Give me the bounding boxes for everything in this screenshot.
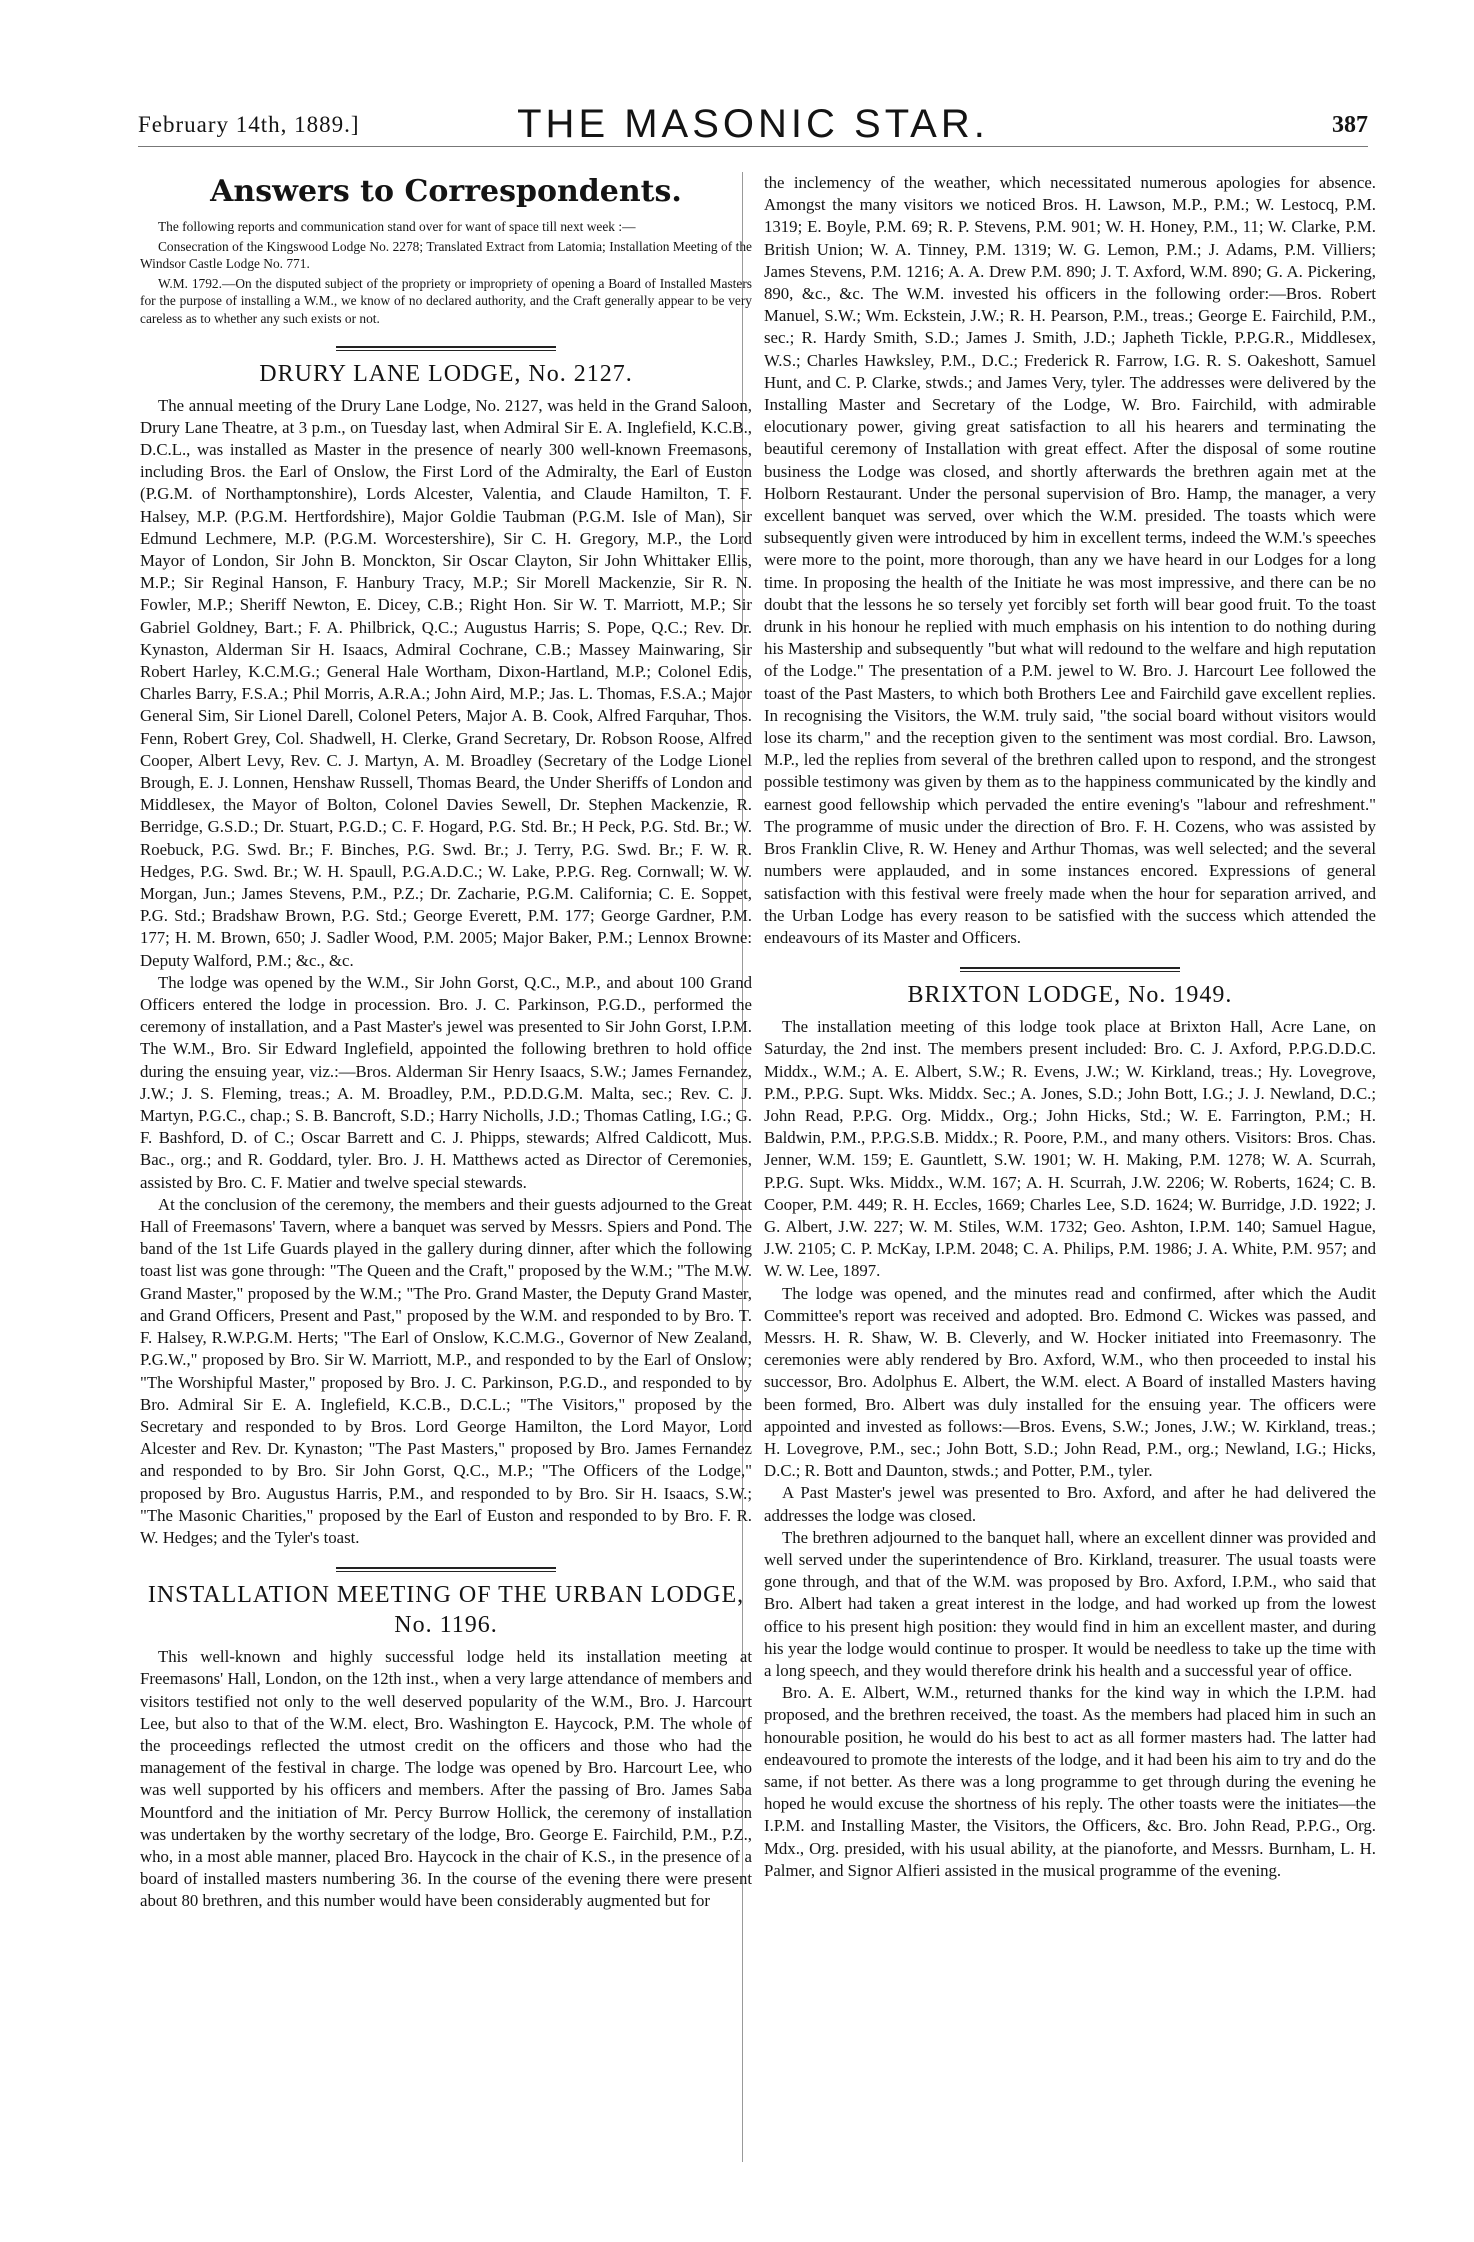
left-column: [140, 172, 752, 2232]
notices-title: Answers to Correspondents.: [210, 174, 682, 209]
issue-date: February 14th, 1889.]: [138, 112, 360, 137]
right-column: [764, 172, 1376, 2232]
section-heading-urban: INSTALLATION MEETING OF THE URBAN LODGE, No. 1196.: [147, 1582, 745, 1639]
notice-item: The following reports and communication stand over for want of space till next week :—: [158, 219, 636, 234]
page-number: 387: [1332, 112, 1368, 138]
page-header: [138, 100, 1368, 147]
section-rule: [336, 346, 556, 351]
article-paragraph: The annual meeting of the Drury Lane Lodge, No. 2127, was held in the Grand Saloon, Drury Lane Theatre, at 3 p.m., on Tuesday last, when Admiral Sir E. A. Inglefield, K.C.B., D.C.L., was installed as Master in the presence of nearly 300 well-known Freemasons, including Bros. the Earl of Onslow, the First Lord of the Admiralty, the Earl of Euston (P.G.M. of Northamptonshire), Lords Alcester, Valentia, and Claude Hamilton, T. F. Halsey, M.P. (P.G.M. Hertfordshire), Major Goldie Taubman (P.G.M. Isle of Man), Sir Edmund Lechmere, M.P. (P.G.M. Worcestershire), Sir C. H. Gregory, M.P., the Lord Mayor of London, Sir John B. Monckton, Sir Oscar Clayton, Sir John Whittaker Ellis, M.P.; Sir Reginal Hanson, F. Hanbury Tracy, M.P.; Sir Morell Mackenzie, Sir R. N. Fowler, M.P.; Sheriff Newton, E. Dicey, C.B.; Right Hon. Sir W. T. Marriott, M.P.; Sir Gabriel Goldney, Bart.; F. A. Philbrick, Q.C.; Augustus Harris; S. Pope, Q.C.; Rev. Dr. Kynaston, Alderman Sir H. Isaacs, Admiral Cochrane, C.B.; Massey Mainwaring, Sir Robert Harley, K.C.M.G.; General Hale Wortham, Dixon-Hartland, M.P.; Colonel Edis, Charles Barry, F.S.A.; Phil Morris, A.R.A.; John Aird, M.P.; Jas. L. Thomas, F.S.A.; Major General Sim, Sir Lionel Darell, Colonel Peters, Major A. B. Cook, Alfred Farquhar, Thos. Fenn, Robert Grey, Col. Shadwell, H. Clerke, Grand Secretary, Dr. Robson Roose, Alfred Cooper, Albert Levy, Rev. C. J. Martyn, A. M. Broadley (Secretary of the Lodge Lionel Brough, E. J. Lonnen, Henshaw Russell, Thomas Beard, the Under Sheriffs of London and Middlesex, the Mayor of Bolton, Colonel Davies Sewell, Dr. Stephen Mackenzie, R. Berridge, G.S.D.; Dr. Stuart, P.G.D.; C. F. Hogard, P.G. Std. Br.; H Peck, P.G. Std. Br.; W. Roebuck, P.G. Swd. Br.; F. Binches, P.G. Swd. Br.; J. Terry, P.G. Swd. Br.; F. W. R. Hedges, P.G. Swd. Br.; W. H. Spaull, P.G.A.D.C.; W. Lake, P.P.G. Reg. Cornwall; W. W. Morgan, Jun.; James Stevens, P.M., P.Z.; Dr. Zacharie, P.G.M. California; C. E. Soppet, P.G. Std.; Bradshaw Brown, P.G. Std.; George Everett, P.M. 177; George Gardner, P.M. 177; H. M. Brown, 650; J. Sadler Wood, P.M. 2005; Major Baker, P.M.; Lennox Browne: Deputy Walford, P.M.; &c., &c.: [140, 395, 752, 970]
section-heading-drury-lane: DRURY LANE LODGE, No. 2127.: [259, 360, 633, 387]
notice-item: W.M. 1792.—On the disputed subject of the propriety or impropriety of opening a Board of Installed Masters for the purpose of installing a W.M., we know of no declared authority, and the Craft generally appear to be very careless as to whether any such exists or not.: [140, 275, 752, 326]
article-paragraph: The brethren adjourned to the banquet hall, where an excellent dinner was provided and well served under the superintendence of Bro. Kirkland, treasurer. The usual toasts were gone through, and that of the W.M. was proposed by Bro. Axford, I.P.M., who said that Bro. Albert had taken a great interest in the lodge, and had worked up from the lowest office to his present high position: they would find in him an excellent master, and during his year the lodge would continue to prosper. It would be needless to take up the time with a long speech, and they would therefore drink his health and a successful year of office.: [764, 1527, 1376, 1680]
article-paragraph: The lodge was opened by the W.M., Sir John Gorst, Q.C., M.P., and about 100 Grand Officers entered the lodge in procession. Bro. J. C. Parkinson, P.G.D., performed the ceremony of installation, and a Past Master's jewel was presented to Sir John Gorst, I.P.M. The W.M., Bro. Sir Edward Inglefield, appointed the following brethren to hold office during the ensuing year, viz.:—Bros. Alderman Sir Henry Isaacs, S.W.; James Fernandez, J.W.; J. S. Fleming, treas.; A. M. Broadley, P.M., P.D.D.G.M. Malta, sec.; Rev. C. J. Martyn, P.G.C., chap.; S. B. Bancroft, S.D.; Harry Nicholls, J.D.; Thomas Catling, I.G.; G. F. Bashford, D. of C.; Oscar Barrett and C. J. Phipps, stewards; Alfred Caldicott, Mus. Bac., org.; and R. Goddard, tyler. Bro. J. H. Matthews acted as Director of Ceremonies, assisted by Bro. C. F. Matier and twelve special stewards.: [140, 972, 752, 1192]
section-rule: [960, 967, 1180, 972]
article-paragraph: At the conclusion of the ceremony, the members and their guests adjourned to the Great Hall of Freemasons' Tavern, where a banquet was served by Messrs. Spiers and Pond. The band of the 1st Life Guards played in the gallery during dinner, after which the following toast list was gone through: "The Queen and the Craft," proposed by the W.M.; "The M.W. Grand Master," proposed by the W.M.; "The Pro. Grand Master, the Deputy Grand Master, and Grand Officers, Present and Past," proposed by the W.M. and responded to by Bro. T. F. Halsey, R.W.P.G.M. Herts; "The Earl of Onslow, K.C.M.G., Governor of New Zealand, P.G.W.," proposed by Bro. Sir W. Marriott, M.P., and responded to by the Earl of Onslow; "The Worshipful Master," proposed by Bro. J. C. Parkinson, P.G.D., and responded to by Bro. Admiral Sir E. A. Inglefield, K.C.B., D.C.L.; "The Visitors," proposed by the Secretary and responded to by Bros. Lord George Hamilton, the Lord Mayor, Lord Alcester and Rev. Dr. Kynaston; "The Past Masters," proposed by Bro. James Fernandez and responded to by Bro. Sir John Gorst, Q.C., M.P.; "The Officers of the Lodge," proposed by Bro. Augustus Harris, P.M., and responded to by Bro. Sir H. Isaacs, S.W.; "The Masonic Charities," proposed by the Earl of Euston and responded to by Bro. F. R. W. Hedges; and the Tyler's toast.: [140, 1194, 752, 1547]
publication-title: THE MASONIC STAR.: [517, 102, 989, 146]
notice-item: Consecration of the Kingswood Lodge No. 2278; Translated Extract from Latomia; Installation Meeting of the Windsor Castle Lodge No. 771.: [140, 238, 752, 272]
article-paragraph: the inclemency of the weather, which necessitated numerous apologies for absence. Amongst the many visitors we noticed Bros. H. Lawson, M.P., P.M.; W. Lestocq, P.M. 1319; E. Boyle, P.M. 69; R. P. Stevens, P.M. 901; W. H. Honey, P.M., 11; W. Clarke, P.M. British Union; W. A. Tinney, P.M. 1319; W. G. Lemon, P.M.; J. Adams, P.M. Villiers; James Stevens, P.M. 1216; A. A. Drew P.M. 890; J. T. Axford, W.M. 890; G. A. Pickering, 890, &c., &c. The W.M. invested his officers in the following order:—Bros. Robert Manuel, S.W.; Wm. Eckstein, J.W.; R. H. Pearson, P.M., treas.; George E. Fairchild, P.M., sec.; R. Hardy Smith, S.D.; James J. Smith, J.D.; Japheth Tickle, P.P.G.R., Middlesex, W.S.; Charles Hawksley, P.M., D.C.; Frederick R. Farrow, I.G. R. S. Oakeshott, Samuel Hunt, and C. P. Clarke, stwds.; and James Very, tyler. The addresses were delivered by the Installing Master and Secretary of the Lodge, W. Bro. Fairchild, with admirable elocutionary power, giving great satisfaction to all his hearers and terminating the beautiful ceremony of Installation with great effect. After the disposal of some routine business the Lodge was closed, and shortly afterwards the brethren again met at the Holborn Restaurant. Under the personal supervision of Bro. Hamp, the manager, a very excellent banquet was served, over which the W.M. presided. The toasts which were subsequently given were introduced by him in excellent terms, indeed the W.M.'s speeches were more to the point, more thorough, than any we have heard in our Lodges for a long time. In proposing the health of the Initiate he was most impressive, and there can be no doubt that the lessons he so tersely yet forcibly set forth will bear good fruit. To the toast drunk in his honour he replied with much emphasis on his intention to do nothing during his Mastership and subsequently "but what will redound to the welfare and high reputation of the Lodge." The presentation of a P.M. jewel to W. Bro. J. Harcourt Lee followed the toast of the Past Masters, to which both Brothers Lee and Fairchild gave excellent replies. In recognising the Visitors, the W.M. truly said, "the social board without visitors would lose its charm," and the reception given to the sentiment was most cordial. Bro. Lawson, M.P., led the replies from several of the brethren called upon to respond, and the strongest possible testimony was given by them as to the happiness communicated by the kindly and earnest good fellowship which pervaded the entire evening's "labour and refreshment." The programme of music under the direction of Bro. F. H. Cozens, who was assisted by Bros Franklin Clive, R. W. Heney and Arthur Thomas, was well selected; and the several numbers were applauded, and in some instances encored. Expressions of general satisfaction with this festival were freely made when the hour for separation arrived, and the Urban Lodge has every reason to be satisfied with the success which attended the endeavours of its Master and Officers.: [764, 173, 1376, 947]
article-paragraph: The lodge was opened, and the minutes read and confirmed, after which the Audit Committee's report was received and adopted. Bro. Edmond C. Wickes was passed, and Messrs. H. R. Shaw, W. B. Cleverly, and W. Hocker initiated into Freemasonry. The ceremonies were ably rendered by Bro. Axford, W.M., who then proceeded to instal his successor, Bro. Adolphus E. Albert, the W.M. elect. A Board of installed Masters having been formed, Bro. Albert was duly installed for the ensuing year. The officers were appointed and invested as follows:—Bros. Evens, S.W.; Jones, J.W.; W. Kirkland, treas.; H. Lovegrove, P.M., sec.; John Bott, S.D.; John Read, P.M., org.; Newland, I.G.; Hicks, D.C.; R. Bott and Daunton, stwds.; and Potter, P.M., tyler.: [764, 1283, 1376, 1481]
article-paragraph: A Past Master's jewel was presented to Bro. Axford, and after he had delivered the addresses the lodge was closed.: [764, 1483, 1376, 1525]
article-paragraph: Bro. A. E. Albert, W.M., returned thanks for the kind way in which the I.P.M. had proposed, and the brethren received, the toast. As the members had placed him in such an honourable position, he would do his best to act as all former masters had. The latter had endeavoured to promote the interests of the lodge, and it had been his aim to try and do the same, if not better. As there was a long programme to get through during the evening he hoped he would excuse the shortness of his reply. The other toasts were the initiates—the I.P.M. and Installing Master, the Visitors, the Officers, &c. Bro. John Read, P.P.G., Org. Mdx., Org. presided, with his usual ability, at the pianoforte, and Messrs. Burnham, L. H. Palmer, and Signor Alfieri assisted in the musical programme of the evening.: [764, 1683, 1376, 1880]
article-paragraph: The installation meeting of this lodge took place at Brixton Hall, Acre Lane, on Saturday, the 2nd inst. The members present included: Bro. C. J. Axford, P.P.G.D.D.C. Middx., W.M.; A. E. Albert, S.W.; R. Evens, J.W.; W. Kirkland, treas.; Hy. Lovegrove, P.M., P.P.G. Supt. Wks. Middx. Sec.; A. Jones, S.D.; John Bott, I.G.; J. J. Newland, D.C.; John Read, P.P.G. Org. Middx., Org.; John Hicks, Std.; W. E. Farrington, P.M.; H. Baldwin, P.M., P.P.G.S.B. Middx.; R. Poore, P.M., and many others. Visitors: Bros. Chas. Jenner, W.M. 159; E. Gauntlett, S.W. 1901; W. H. Making, P.M. 1278; W. A. Scurrah, P.P.G. Supt. Wks. Middx., W.M. 167; A. H. Scurrah, J.W. 2206; W. Roberts, 1624; C. B. Cooper, P.M. 449; R. H. Eccles, 1669; Charles Lee, S.D. 1624; W. Burridge, J.D. 1922; J. G. Albert, J.W. 227; W. M. Stiles, W.M. 1732; Geo. Ashton, I.P.M. 140; Samuel Hague, J.W. 2105; C. P. McKay, I.P.M. 2048; C. A. Philips, P.M. 1986; J. A. White, P.M. 957; and W. W. Lee, 1897.: [764, 1017, 1376, 1281]
section-rule: [336, 1567, 556, 1572]
article-paragraph: This well-known and highly successful lodge held its installation meeting at Freemasons' Hall, London, on the 12th inst., when a very large attendance of members and visitors testified not only to the well deserved popularity of the W.M., Bro. J. Harcourt Lee, but also to that of the W.M. elect, Bro. Washington E. Haycock, P.M. The whole of the proceedings reflected the utmost credit on the officers and those who had the management of the festival in charge. The lodge was opened by Bro. Harcourt Lee, who was well supported by his officers and members. After the passing of Bro. James Saba Mountford and the initiation of Mr. Percy Burrow Hollick, the ceremony of installation was undertaken by the worthy secretary of the lodge, Bro. George E. Fairchild, P.M., P.Z., who, in a most able manner, placed Bro. Haycock in the chair of K.S., in the presence of a board of installed masters numbering 36. In the course of the evening there were present about 80 brethren, and this number would have been considerably augmented but for: [140, 1647, 752, 1911]
section-heading-brixton: BRIXTON LODGE, No. 1949.: [907, 982, 1233, 1009]
